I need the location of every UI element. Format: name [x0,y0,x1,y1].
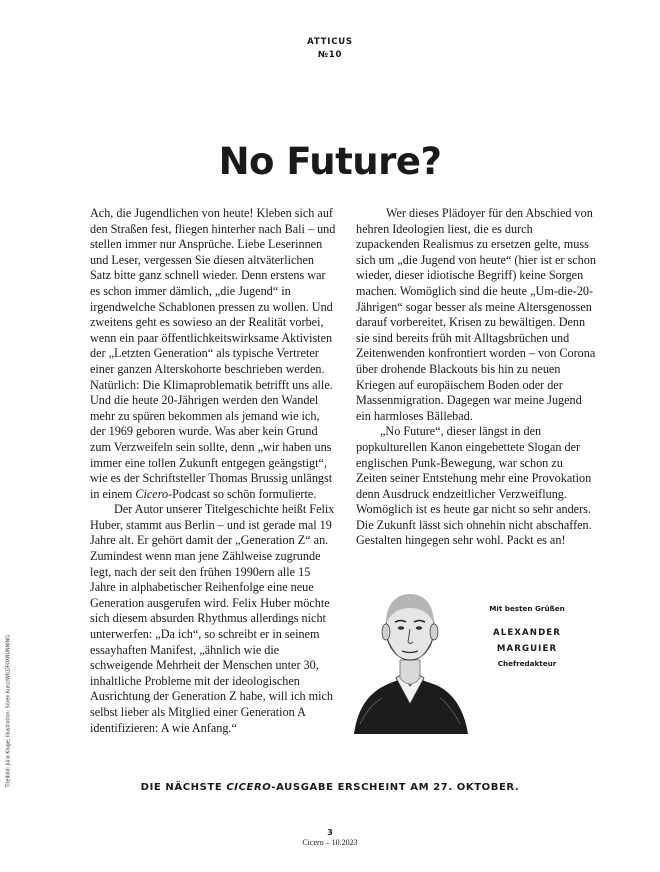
image-credit: Titelbild: Julia Kluge; Illustration: Sören Kunz/WILDFOXRUNNING [6,635,12,788]
column-name: ATTICUS [307,37,353,47]
publication-date: Cicero – 10.2023 [302,838,358,847]
page-footer [0,828,660,848]
page-number: 3 [327,828,333,837]
paragraph: Ach, die Jugendlichen von heute! Kleben sich auf den Straßen fest, fliegen hinterher nach Bali – und stellen immer nur Ansprüche. Liebe Leserinnen und Leser, vergessen Sie diesen altväterlichen Satz bitte ganz schnell wieder. Denn erstens war es schon immer dämlich, „die Jugend“ in irgendwelche Schablonen pressen zu wollen. Und zweitens geht es sowieso an der Realität vorbei, wenn ein paar öffentlichkeitswirksame Aktivisten der „Letzten Generation“ als typische Vertreter einer ganzen Alterskohorte beschrieben werden. Natürlich: Die Klimaproblematik betrifft uns alle. Und die heute 20-Jährigen werden den Wandel mehr zu spüren bekommen als jemand wie ich, der 1969 geboren wurde. Was aber kein Grund zum Verzweifeln sein sollte, denn „wir haben uns immer eine tollen Zukunft entgegen geängstigt“, wie es der Schriftsteller Thomas Brussig unlängst in einem Cicero-Podcast so schön formulierte. [90,206,336,501]
editor-first-name: ALEXANDER [493,628,561,638]
paragraph: „No Future“, dieser längst in den popkulturellen Kanon eingebettete Slogan der englischen Punk-Bewegung, war schon zu Zeiten seiner Entstehung mehr eine Provokation denn Ausdruck endzeitlicher Verzweiflung. Womöglich ist es heute gar nicht so sehr anders. Die Zukunft lässt sich ohnehin nicht abschaffen. Gestalten hingegen sehr wohl. Packt es an! [356,424,592,548]
next-issue-announcement [0,782,660,793]
signoff-greeting: Mit besten Grüßen [489,604,565,613]
editor-last-name: MARGUIER [496,644,558,654]
issue-number: №10 [317,50,343,60]
announcement-text-end: -AUSGABE ERSCHEINT AM 27. OKTOBER. [271,782,520,793]
article-column-right [356,206,596,549]
column-tag [0,36,660,62]
announcement-text-start: DIE NÄCHSTE [140,782,227,793]
magazine-name: CICERO [226,782,272,793]
editor-signoff [472,604,582,668]
editor-role: Chefredakteur [497,659,557,668]
paragraph: Wer dieses Plädoyer für den Abschied von hehren Ideologien liest, die es durch zupackenden Realismus zu ersetzen gelte, muss sich um „die Jugend von heute“ (hier ist er schon wieder, dieser idiotische Begriff) keine Sorgen machen. Womöglich sind die heute „Um-die-20-Jährigen“ sogar besser als meine Altersgenossen darauf vorbereitet, Krisen zu bewältigen. Denn sie sind bereits früh mit Alltagsbrüchen und Zeitenwenden konfrontiert worden – von Corona über drohende Blackouts bis hin zu neuen Kriegen auf europäischem Boden oder der Massenmigration. Dagegen war meine Jugend ein harmloses Bällebad. [356,206,596,423]
editor-portrait-illustration [352,574,470,734]
article-title: No Future? [218,140,442,183]
article-column-left [90,206,336,736]
paragraph: Der Autor unserer Titelgeschichte heißt Felix Huber, stammt aus Berlin – und ist gerade mal 19 Jahre alt. Er gehört damit der „Generation Z“ an. Zumindest wenn man jene Zählweise zugrunde legt, nach der seit den frühen 1990ern alle 15 Jahre in alphabetischer Reihenfolge eine neue Generation ausgerufen wird. Felix Huber möchte sich diesem absurden Rhythmus allerdings nicht unterwerfen: „Da ich“, so schreibt er in seinem essayhaften Manifest, „ähnlich wie die schweigende Mehrheit der Menschen unter 30, inhaltliche Probleme mit der ideologischen Ausrichtung der Generation Z habe, will ich mich selbst lieber als Mitglied einer Generation A identifizieren: A wie Anfang.“ [90,502,335,735]
